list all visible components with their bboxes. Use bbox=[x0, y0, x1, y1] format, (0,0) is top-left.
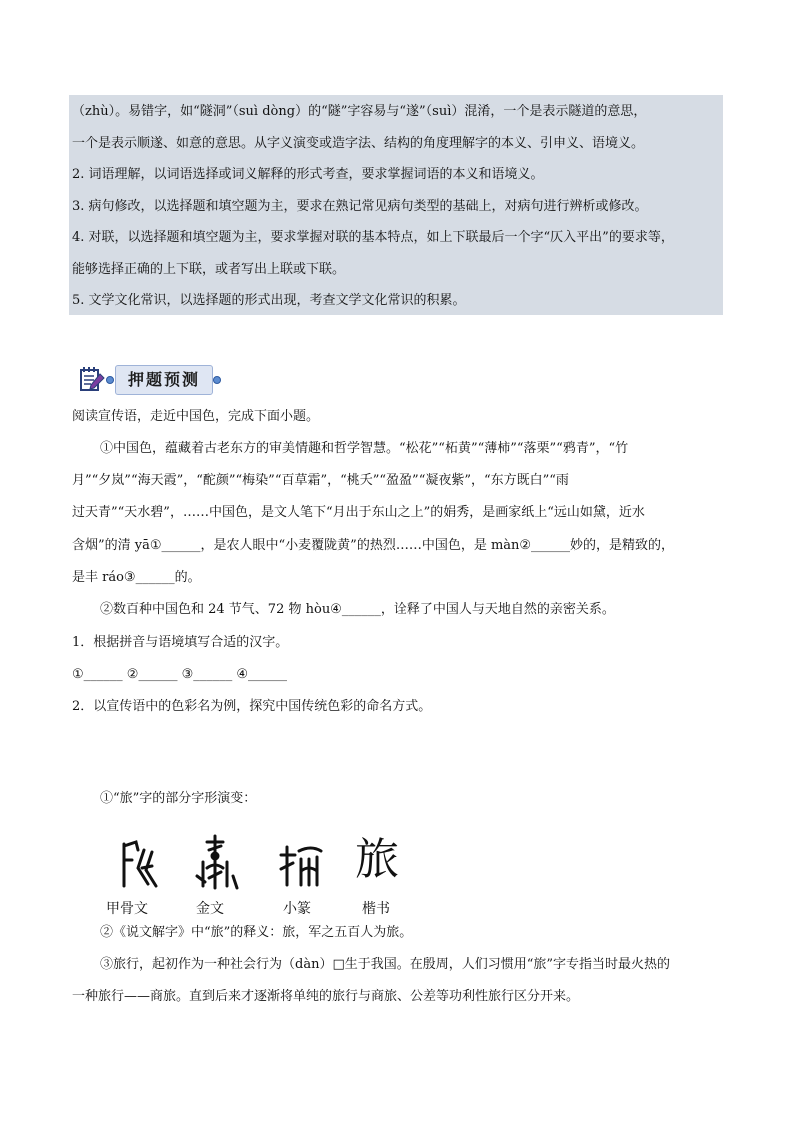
intro-line: 2. 词语理解，以词语选择或词义解释的形式考查，要求掌握词语的本义和语境义。 bbox=[72, 167, 544, 182]
question-1: 1．根据拼音与语境填写合适的汉字。 bbox=[72, 635, 289, 650]
glyph-label: 甲骨文 bbox=[106, 901, 148, 917]
notepad-pencil-icon bbox=[79, 366, 105, 392]
material-line: 一种旅行——商旅。直到后来才逐渐将单纯的旅行与商旅、公差等功利性旅行区分开来。 bbox=[72, 989, 580, 1004]
glyph-label: 金文 bbox=[196, 901, 224, 917]
small-seal-glyph bbox=[277, 843, 325, 889]
intro-line: 一个是表示顺遂、如意的意思。从字义演变或造字法、结构的角度理解字的本义、引申义、语境义。 bbox=[72, 136, 645, 151]
glyph-label: 楷书 bbox=[362, 901, 390, 917]
regular-script-glyph: 旅 bbox=[355, 834, 399, 885]
bronze-glyph bbox=[193, 832, 243, 892]
material-line: ③旅行，起初作为一种社会行为（dàn）□生于我国。在殷周，人们习惯用“旅”字专指当时最火热的 bbox=[100, 957, 671, 972]
reading-instruction: 阅读宣传语，走近中国色，完成下面小题。 bbox=[72, 409, 320, 424]
reading-line: 含烟”的清 yā①______，是农人眼中“小麦覆陇黄”的热烈……中国色，是 màn②______妙的，是精致的， bbox=[72, 538, 675, 553]
material-definition: ②《说文解字》中“旅”的释义：旅，军之五百人为旅。 bbox=[100, 925, 413, 940]
reading-line: 是丰 ráo③______的。 bbox=[72, 570, 201, 585]
material-intro: ①“旅”字的部分字形演变： bbox=[100, 791, 257, 806]
reading-line: ②数百种中国色和 24 节气、72 物 hòu④______，诠释了中国人与天地自然的亲密关系。 bbox=[100, 602, 615, 617]
question-2: 2．以宣传语中的色彩名为例，探究中国传统色彩的命名方式。 bbox=[72, 699, 432, 714]
decor-dot bbox=[106, 376, 114, 384]
intro-line: 5. 文学文化常识，以选择题的形式出现，考查文学文化常识的积累。 bbox=[72, 293, 466, 308]
section-title: 押题预测 bbox=[115, 365, 213, 395]
reading-line: 月”“夕岚”“海天霞”，“酡颜”“梅染”“百草霜”，“桃夭”“盈盈”“凝夜紫”，“东方既白”“雨 bbox=[72, 473, 569, 488]
section-header bbox=[79, 362, 219, 396]
intro-line: 能够选择正确的上下联，或者写出上联或下联。 bbox=[72, 262, 346, 277]
reading-line: 过天青”“天水碧”，……中国色，是文人笔下“月出于东山之上”的娟秀，是画家纸上“远山如黛，近水 bbox=[72, 505, 645, 520]
intro-line: 3. 病句修改，以选择题和填空题为主，要求在熟记常见病句类型的基础上，对病句进行辨析或修改。 bbox=[72, 199, 648, 214]
reading-line: ①中国色，蕴藏着古老东方的审美情趣和哲学智慧。“松花”“柘黄”“薄柿”“落栗”“鸦青”，“竹 bbox=[100, 441, 629, 456]
glyph-label: 小篆 bbox=[283, 901, 311, 917]
intro-line: （zhù）。易错字，如“隧洞”（suì dòng）的“隧”字容易与“遂”（suì）混淆，一个是表示隧道的意思， bbox=[72, 104, 647, 119]
intro-line: 4. 对联，以选择题和填空题为主，要求掌握对联的基本特点，如上下联最后一个字“仄入平出”的要求等， bbox=[72, 230, 674, 245]
question-1-blanks: ①______ ②______ ③______ ④______ bbox=[72, 667, 288, 682]
oracle-bone-glyph bbox=[118, 838, 166, 890]
decor-dot bbox=[213, 376, 221, 384]
